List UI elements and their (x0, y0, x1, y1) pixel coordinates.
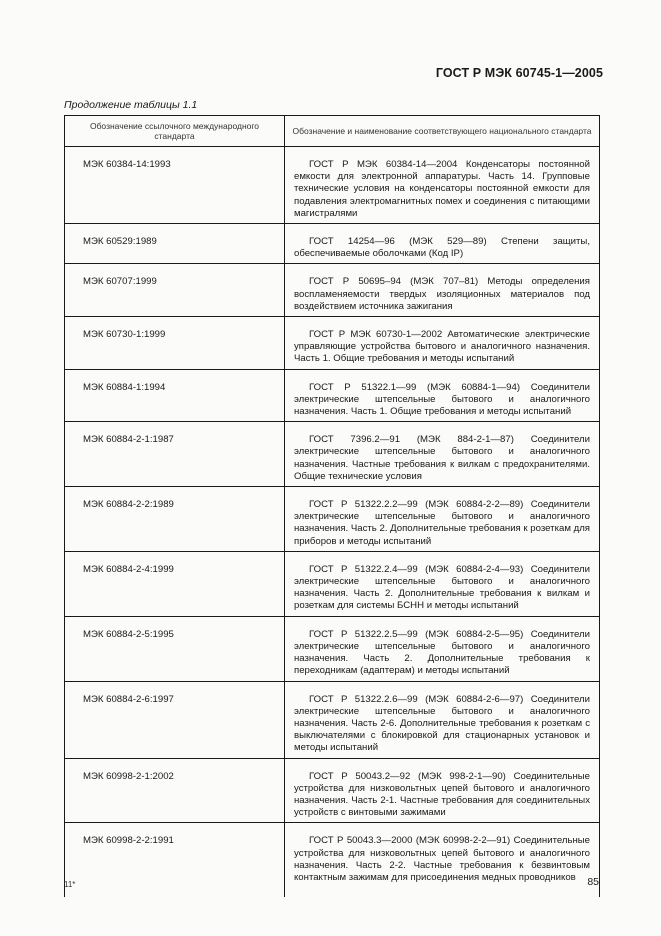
table-row (65, 422, 600, 487)
table-row (65, 616, 600, 681)
table-row (65, 487, 600, 552)
intl-standard-cell: МЭК 60529:1989 (65, 224, 285, 264)
intl-standard-cell: МЭК 60884-2-1:1987 (65, 422, 285, 487)
intl-standard-cell: МЭК 60884-2-5:1995 (65, 616, 285, 681)
table-row (65, 681, 600, 758)
intl-standard-cell: МЭК 60884-2-2:1989 (65, 487, 285, 552)
table-header-row (65, 116, 600, 147)
national-standard-cell: ГОСТ 7396.2—91 (МЭК 884-2-1—87) Соединители электрические штепсельные бытового и аналогичного назначения. Частные требования к вилкам с предохранителями. Общие технические условия (285, 422, 600, 487)
footer-mark: 11* (64, 880, 76, 889)
intl-standard-cell: МЭК 60707:1999 (65, 264, 285, 317)
table-row (65, 224, 600, 264)
intl-standard-cell: МЭК 60884-2-6:1997 (65, 681, 285, 758)
national-standard-cell: ГОСТ Р 51322.2.2—99 (МЭК 60884-2-2—89) Соединители электрические штепсельные бытового и аналогичного назначения. Часть 2. Дополнительные требования к розеткам для приборов и методы испытаний (285, 487, 600, 552)
intl-standard-cell: МЭК 60730-1:1999 (65, 317, 285, 370)
table-row (65, 551, 600, 616)
column-header-intl: Обозначение ссылочного международного стандарта (65, 116, 285, 147)
intl-standard-cell: МЭК 60998-2-2:1991 (65, 823, 285, 897)
table-row (65, 264, 600, 317)
page-number: 85 (587, 876, 599, 888)
national-standard-cell: ГОСТ Р 50695–94 (МЭК 707–81) Методы определения воспламеняемости твердых изоляционных материалов под воздействием источника зажигания (285, 264, 600, 317)
document-header: ГОСТ Р МЭК 60745-1—2005 (435, 66, 603, 80)
table-row (65, 758, 600, 823)
national-standard-cell: ГОСТ 14254—96 (МЭК 529—89) Степени защиты, обеспечиваемые оболочками (Код IP) (285, 224, 600, 264)
table-row (65, 369, 600, 422)
national-standard-cell: ГОСТ Р 51322.1—99 (МЭК 60884-1—94) Соединители электрические штепсельные бытового и аналогичного назначения. Часть 1. Общие требования и методы испытаний (285, 369, 600, 422)
national-standard-cell: ГОСТ Р 51322.2.5—99 (МЭК 60884-2-5—95) Соединители электрические штепсельные бытового и аналогичного назначения. Часть 2. Дополнительные требования к переходникам (адаптерам) и методы испытаний (285, 616, 600, 681)
national-standard-cell: ГОСТ Р МЭК 60384-14—2004 Конденсаторы постоянной емкости для электронной аппаратуры. Часть 14. Групповые технические условия на конденсаторы постоянной емкости для подавления электромагнитных помех и соединения с питающими магистралями (285, 147, 600, 224)
intl-standard-cell: МЭК 60884-2-4:1999 (65, 551, 285, 616)
national-standard-cell: ГОСТ Р 51322.2.6—99 (МЭК 60884-2-6—97) Соединители электрические штепсельные бытового и аналогичного назначения. Часть 2-6. Дополнительные требования к розеткам с выключателями с блокировкой для стационарных установок и методы испытаний (285, 681, 600, 758)
intl-standard-cell: МЭК 60384-14:1993 (65, 147, 285, 224)
column-header-national: Обозначение и наименование соответствующего национального стандарта (285, 116, 600, 147)
national-standard-cell: ГОСТ Р 50043.3—2000 (МЭК 60998-2-2—91) Соединительные устройства для низковольтных цепей бытового и аналогичного назначения. Часть 2-2. Частные требования к безвинтовым контактным зажимам для присоединения медных проводников (285, 823, 600, 897)
reference-table (64, 115, 600, 897)
national-standard-cell: ГОСТ Р МЭК 60730-1—2002 Автоматические электрические управляющие устройства бытового и аналогичного назначения. Часть 1. Общие требования и методы испытаний (285, 317, 600, 370)
table-caption: Продолжение таблицы 1.1 (64, 99, 198, 111)
table-row (65, 823, 600, 897)
national-standard-cell: ГОСТ Р 50043.2—92 (МЭК 998-2-1—90) Соединительные устройства для низковольтных цепей бытового и аналогичного назначения. Часть 2-1. Частные требования для соединительных устройств с винтовыми зажимами (285, 758, 600, 823)
intl-standard-cell: МЭК 60884-1:1994 (65, 369, 285, 422)
intl-standard-cell: МЭК 60998-2-1:2002 (65, 758, 285, 823)
table-row (65, 147, 600, 224)
national-standard-cell: ГОСТ Р 51322.2.4—99 (МЭК 60884-2-4—93) Соединители электрические штепсельные бытового и аналогичного назначения. Часть 2. Дополнительные требования к вилкам и розеткам для системы БСНН и методы испытаний (285, 551, 600, 616)
table-row (65, 317, 600, 370)
